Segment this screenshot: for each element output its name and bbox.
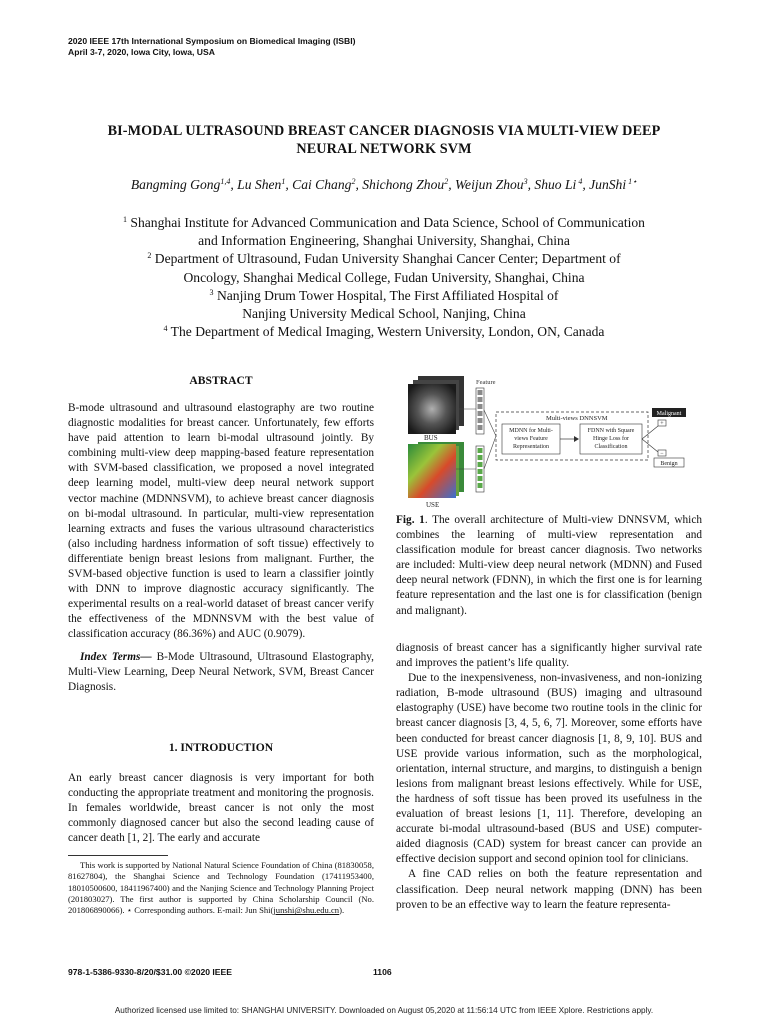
bus-image (408, 384, 456, 434)
architecture-diagram (396, 374, 702, 508)
malignant-label: Malignant (656, 411, 682, 417)
feature-label: Feature (476, 379, 496, 386)
arrow-benign (642, 439, 658, 452)
license-notice: Authorized licensed use limited to: SHANGHAI UNIVERSITY. Downloaded on August 05,2020 at 11:56:14 UTC from IEEE Xplore. Restrictions apply. (114, 1006, 654, 1015)
right-column-text (396, 641, 702, 913)
affiliation: $^3$ Nanjing Drum Tower Hospital, The First Affiliated Hospital of (209, 287, 559, 303)
figure-caption: Fig. 1. The overall architecture of Multi-view DNNSVM, which combines the learning of multi-view representation and classification module for breast cancer diagnosis. Two networks are included: Multi-view deep neural network (MDNN) and Fused deep neural network (FDNN), in which the first one is for learning feature representation and the last one is for classification (benign and malignant). (396, 514, 702, 617)
conference-date: April 3-7, 2020, Iowa City, Iowa, USA (68, 47, 215, 57)
footnote-rule (68, 855, 168, 856)
affiliation: $^1$ Shanghai Institute for Advanced Communication and Data Science, School of Communication (123, 215, 645, 230)
plus-sign: + (660, 421, 664, 427)
abstract-heading: ABSTRACT (189, 374, 253, 387)
paragraph: Due to the inexpensiveness, non-invasiveness, and non-ionizing radiation, B-mode ultrasound (BUS) imaging and ultrasound elastography (USE) have become two routine tools in the clinic for breast cancer diagnosis [3, 4, 5, 6, 7]. Moreover, some efforts have been conducted for breast cancer diagnosis [1, 8, 9, 10]. BUS and USE provide various information, such as the morphological, orientation, internal structure, and margins, to distinguish a benign lesions from malignant breast lesions effectively. While for USE, the hardness of soft tissue has been proved its usefulness in the evaluation of breast lesions [1, 11]. Therefore, developing an accurate bi-modal ultrasound-based (BUS and USE) computer-aided diagnosis (CAD) system for breast cancer can provide an effective decision support and second opinion tool for clinicians. (396, 672, 702, 866)
index-terms: Index Terms— B-Mode Ultrasound, Ultrasound Elastography, Multi-View Learning, Deep Neural Network, SVM, Breast Cancer Diagnosis. (68, 650, 374, 693)
author: Shichong Zhou$^2$, (362, 177, 455, 192)
dnnsvm-label: Multi-views DNNSVM (546, 415, 608, 422)
connector (484, 410, 496, 436)
conference-header (68, 36, 355, 58)
introduction-section (68, 741, 374, 846)
footnote: This work is supported by National Natural Science Foundation of China (81830058, 81627804), the Shanghai Science and Technology Foundation (17411953400, 18010500600, 18411967400) and the Nanjing Science and Technology Planning Project (201803027). The first author is supported by China Scholarship Council (No. 201806890066). ⋆ Corresponding authors. E-mail: Jun Shi(junshi@shu.edu.cn). (68, 860, 374, 916)
fdnn-line: Hinge Loss for (593, 436, 629, 442)
use-feature-column (476, 446, 484, 492)
abstract-section (68, 374, 374, 695)
connector (484, 436, 496, 469)
benign-label: Benign (660, 461, 678, 467)
use-image (408, 444, 456, 498)
author: Bangming Gong$^{1,4}$, (130, 177, 238, 192)
conference-name: 2020 IEEE 17th International Symposium on Biomedical Imaging (ISBI) (68, 36, 356, 46)
affiliation: $^4$ The Department of Medical Imaging, Western University, London, ON, Canada (163, 324, 605, 340)
isbn-line: 978-1-5386-9330-8/20/$31.00 ©2020 IEEE (68, 967, 233, 977)
affiliation: $^2$ Department of Ultrasound, Fudan University Shanghai Cancer Center; Department of (147, 251, 621, 267)
minus-sign: − (660, 451, 664, 457)
architecture-figure (396, 374, 702, 508)
paragraph: A fine CAD relies on both the feature representation and classification. Deep neural network mapping (DNN) has been proven to be an effective way to learn the feature representa- (396, 868, 702, 911)
author: Cai Chang$^2$, (292, 177, 363, 192)
arrowhead (574, 436, 579, 442)
fdnn-line: Classification (594, 444, 628, 450)
paper-title: BI-MODAL ULTRASOUND BREAST CANCER DIAGNOSIS VIA MULTI-VIEW DEEP NEURAL NETWORK SVM (107, 123, 661, 157)
author: Lu Shen$^1$, (237, 177, 293, 192)
mdnn-line: Representation (513, 444, 549, 450)
affiliation-cont: and Information Engineering, Shanghai University, Shanghai, China (198, 233, 570, 249)
author: JunShi $^{1⋆}$ (589, 177, 638, 192)
author-list (60, 176, 708, 194)
bus-feature-column (476, 388, 484, 434)
use-label: USE (426, 501, 440, 508)
arrow-malignant (642, 426, 658, 439)
bus-label: BUS (424, 434, 438, 442)
affiliation-cont: Nanjing University Medical School, Nanjing, China (242, 306, 526, 322)
abstract-text: B-mode ultrasound and ultrasound elastography are two routine diagnostic modalities for breast cancer. Unfortunately, few efforts have paid attention to learn bi-modal ultrasound jointly. By combining multi-view deep mapping-based feature representation with SVM-based classification, we proposed a novel integrated deep learning model, multi-view deep neural network support vector machine (MDNNSVM), to achieve breast cancer diagnosis on bi-modal ultrasound. In particular, multi-view representation learning extracts and fuses the various ultrasound characteristics (also including hardness information of soft tissue) effectively to differentiate benign breast lesions from malignant. Further, the SVM-based objective function is used to learn a classifier jointly with DNN to improve diagnostic accuracy significantly. The experimental results on a real-world dataset of breast cancer verify the effectiveness of the MDNNSVM with the best value of classification accuracy (86.36%) and AUC (0.9079). (68, 402, 374, 641)
intro-heading: 1. INTRODUCTION (168, 741, 274, 754)
figure-label: Fig. 1 (396, 514, 425, 526)
intro-text: An early breast cancer diagnosis is very important for both conducting the appropriate treatment and monitoring the prognosis. In females worldwide, breast cancer is not only the most commonly diagnosed cancer but also the second leading cause of cancer death [1, 2]. The early and accurate (68, 772, 374, 845)
affiliation-cont: Oncology, Shanghai Medical College, Fudan University, Shanghai, China (183, 269, 585, 285)
mdnn-line: MDNN for Multi- (509, 428, 553, 434)
author: Shuo Li $^4$, (534, 177, 590, 192)
fdnn-line: FDNN with Square (587, 428, 635, 434)
affiliation-list (60, 214, 708, 341)
email-link[interactable]: junshi@shu.edu.cn (273, 905, 340, 916)
page-number: 1106 (373, 967, 392, 977)
mdnn-line: views Feature (514, 436, 548, 442)
paragraph: diagnosis of breast cancer has a significantly higher survival rate and improves the patient’s life quality. (396, 642, 702, 670)
author: Weijun Zhou$^3$, (454, 177, 535, 192)
